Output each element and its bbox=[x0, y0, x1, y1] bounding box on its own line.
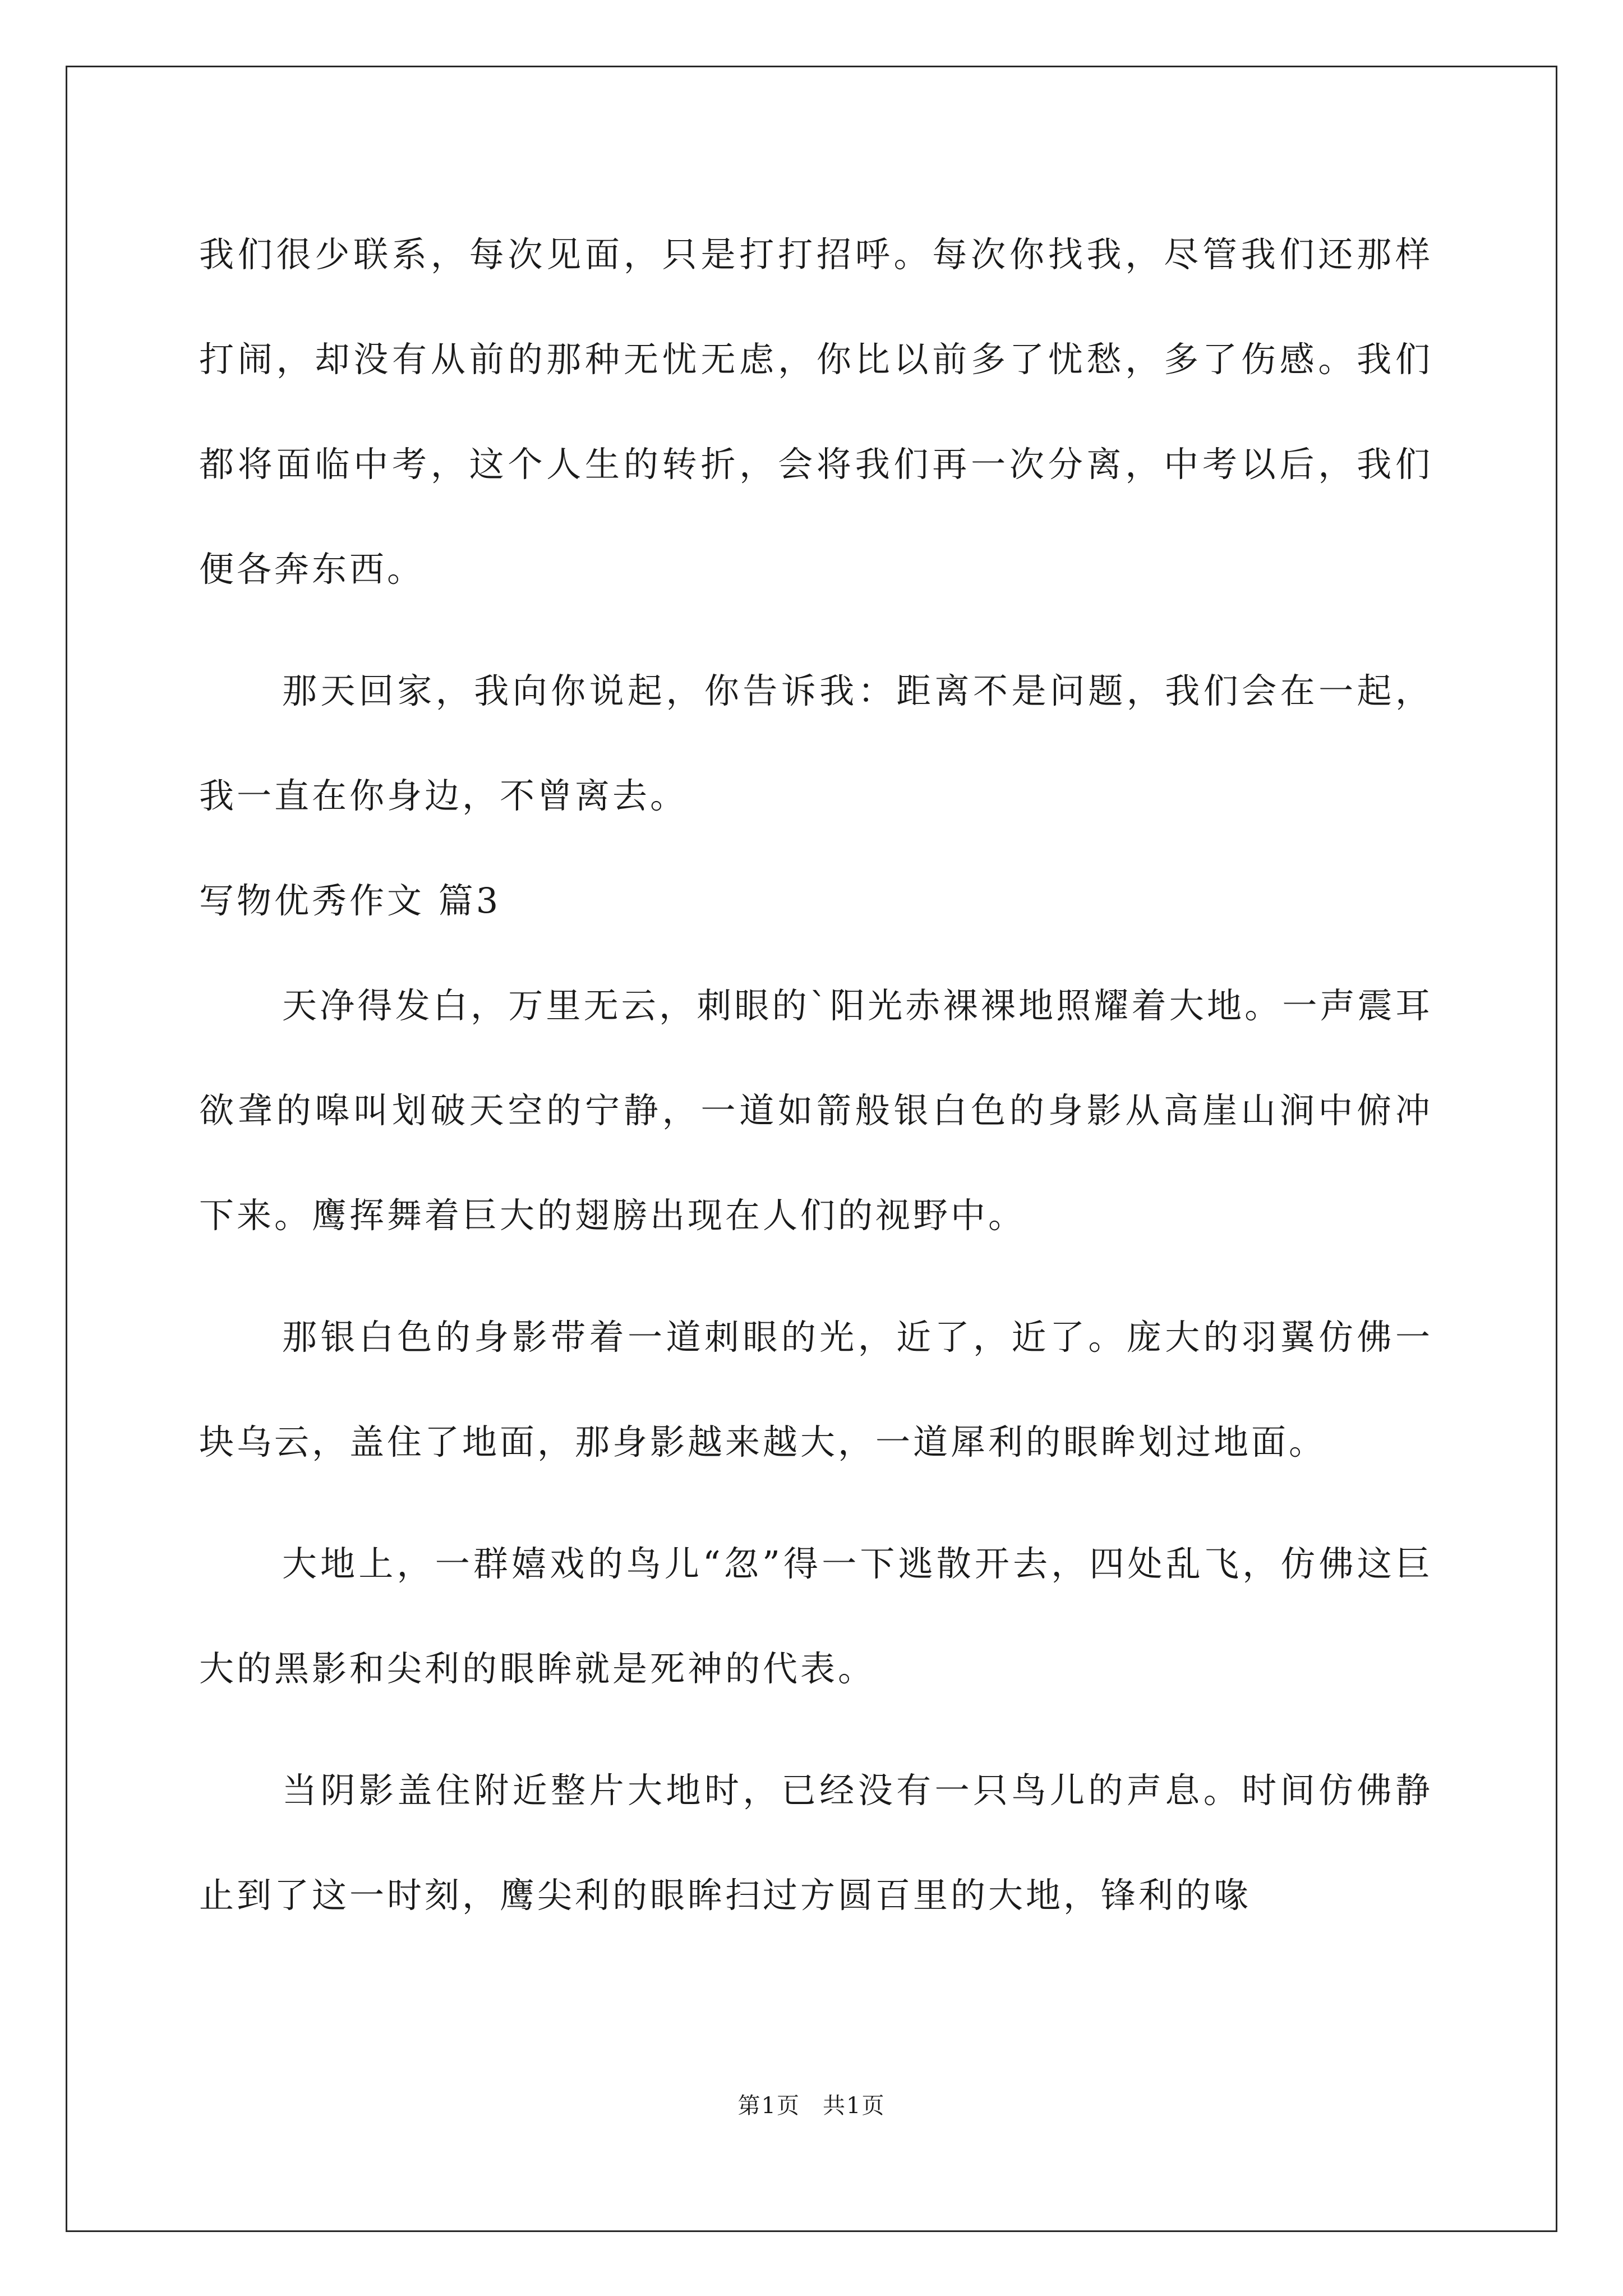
page-footer bbox=[0, 2088, 1623, 2120]
section-heading: 写物优秀作文 篇3 bbox=[199, 880, 501, 921]
page-total: 共1页 bbox=[823, 2093, 886, 2119]
page-number: 第1页 bbox=[737, 2093, 800, 2119]
paragraph-4: 那银白色的身影带着一道刺眼的光，近了，近了。庞大的羽翼仿佛一块乌云，盖住了地面，那身影越来越大，一道犀利的眼眸划过地面。 bbox=[199, 1317, 1433, 1462]
paragraph-2: 那天回家，我向你说起，你告诉我：距离不是问题，我们会在一起，我一直在你身边，不曾离去。 bbox=[199, 670, 1433, 816]
paragraph-3: 天净得发白，万里无云，刺眼的`阳光赤裸裸地照耀着大地。一声震耳欲聋的嗥叫划破天空的宁静，一道如箭般银白色的身影从高崖山涧中俯冲下来。鹰挥舞着巨大的翅膀出现在人们的视野中。 bbox=[199, 985, 1433, 1236]
document-body bbox=[199, 202, 1433, 1948]
paragraph-6: 当阴影盖住附近整片大地时，已经没有一只鸟儿的声息。时间仿佛静止到了这一时刻，鹰尖利的眼眸扫过方圆百里的大地，锋利的喙 bbox=[199, 1770, 1433, 1916]
paragraph-5: 大地上，一群嬉戏的鸟儿“忽”得一下逃散开去，四处乱飞，仿佛这巨大的黑影和尖利的眼眸就是死神的代表。 bbox=[199, 1543, 1433, 1689]
paragraph-1: 我们很少联系，每次见面，只是打打招呼。每次你找我，尽管我们还那样打闹，却没有从前的那种无忧无虑，你比以前多了忧愁，多了伤感。我们都将面临中考，这个人生的转折，会将我们再一次分离，中考以后，我们便各奔东西。 bbox=[199, 234, 1433, 590]
